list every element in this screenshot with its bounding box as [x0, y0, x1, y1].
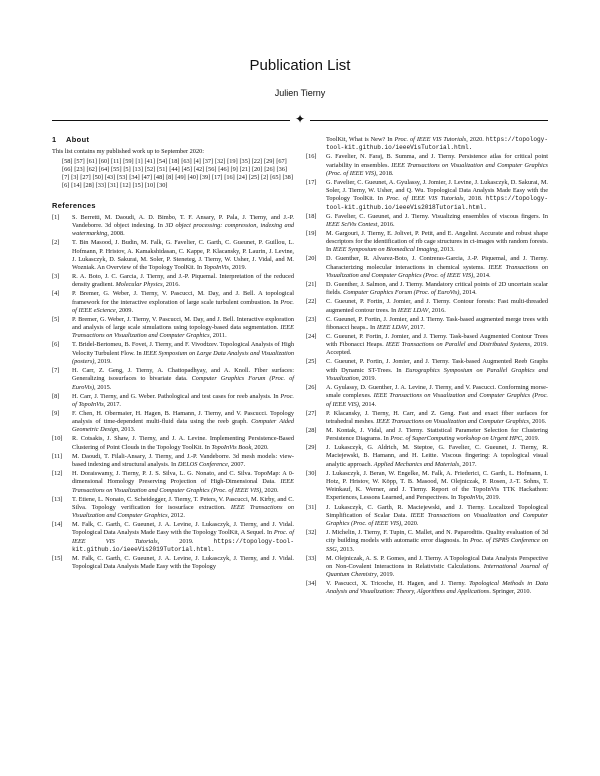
- reference-entry: [306, 179, 548, 212]
- reference-label: [24]: [306, 332, 317, 340]
- reference-entry: [52, 239, 294, 272]
- reference-year: , 2015.: [94, 383, 112, 391]
- reference-year: , 2013.: [118, 426, 136, 434]
- reference-label: [27]: [306, 409, 317, 417]
- reference-venue: IEEE Transactions on Visualization and Computer Graphics (Proc. of IEEE VIS): [326, 263, 549, 279]
- reference-entry: [52, 435, 294, 452]
- reference-venue: Applied Mechanics and Materials: [373, 460, 460, 468]
- reference-label: [32]: [306, 529, 317, 537]
- reference-authors-title: T. Etiene, L. Nonato, C. Scheidegger, J. Tierny, T. Peters, V. Pascucci, M. Kirby, and C. Silva. Topology verification for isosurface extraction.: [72, 495, 294, 511]
- reference-label: [306, 136, 326, 153]
- reference-venue: Proc. of IEEE VIS Tutorials: [72, 529, 294, 545]
- reference-venue: DELOS Conference: [177, 460, 228, 468]
- reference-authors-title: C. Gueunet, P. Fortin, J. Jomier, and J. Tierny. Task-based Augmented Reeb Graphs with Dynamic ST-Trees. In: [326, 358, 548, 374]
- reference-year: , 2019. Accepted.: [326, 341, 548, 357]
- reference-year: , 2009.: [115, 306, 134, 314]
- reference-text: [72, 435, 294, 452]
- reference-text: [326, 136, 548, 153]
- reference-authors-title: D. Guenther, J. Salmon, and J. Tierny. Mandatory critical points of 2D uncertain scalar fields.: [326, 281, 548, 297]
- reference-label: [15]: [52, 554, 63, 562]
- reference-year: , 2020.: [466, 136, 484, 143]
- reference-authors-title: H. Carr, J. Tierny, and G. Weber. Pathological and test cases for reeb analysis. In: [72, 392, 279, 400]
- reference-venue: IEEE LDAV: [376, 323, 408, 331]
- reference-entry: [52, 555, 294, 572]
- reference-label: [19]: [306, 229, 317, 237]
- reference-authors-title: P. Bremer, G. Weber, J. Tierny, V. Pascucci, M. Day, and J. Bell. A topological framework for the interactive exploration of large scale turbulent combustion. In: [72, 290, 294, 306]
- reference-label: [6]: [52, 341, 60, 349]
- reference-label: [29]: [306, 444, 317, 452]
- reference-label: [33]: [306, 554, 317, 562]
- reference-year: , 2014.: [473, 271, 491, 279]
- reference-authors-title: J. Lukasczyk, J. Beran, W. Engelke, M. Falk, A. Friederici, C. Garth, L. Hofmann, I. Hotz, P. Hristov, W. Köpp, T. B. Masood, M. Olejniczak, P. Rosen, J.-T. Sohns, T. Weinkauf, K. Werner, and J. Tierny. Report of the TopoInVis TTK Hackathon: Experiences, Lessons Learned, and Perspectives. In: [326, 469, 548, 502]
- reference-label: [1]: [52, 213, 60, 221]
- reference-text: [326, 213, 548, 230]
- reference-text: [72, 214, 294, 239]
- reference-text: [326, 529, 548, 554]
- reference-year: , 2016.: [377, 220, 395, 228]
- reference-entry: [52, 521, 294, 554]
- reference-venue: IEEE Transactions on Visualization and Computer Graphics (Proc. of IEEE VIS): [326, 511, 548, 527]
- reference-label: [10]: [52, 435, 63, 443]
- reference-venue: Topological Methods in Data Analysis and Visualization: Theory, Algorithms and Applications: [326, 580, 549, 596]
- reference-label: [25]: [306, 358, 317, 366]
- reference-authors-title: P. Bremer, G. Weber, J. Tierny, V. Pascucci, M. Day, and J. Bell. Interactive exploration and analysis of large scale simulations using topology-based data segmentation.: [72, 315, 294, 332]
- author-name: Julien Tierny: [274, 88, 326, 98]
- reference-venue: IEEE Transactions on Visualization and Computer Graphics: [72, 324, 294, 340]
- reference-year: , 2014.: [358, 400, 377, 408]
- divider-line-left: [52, 120, 290, 121]
- reference-label: [30]: [306, 469, 317, 477]
- reference-authors-title: C. Gueunet, P. Fortin, J. Jomier, and J. Tierny. Task-based augmented merge trees with fibonacci heaps.. In: [326, 315, 548, 331]
- reference-authors-title: T. Bridel-Bertomeu, B. Fovet, J. Tierny, and F. Vivodtzev. Topological Analysis of High Velocity Turbulent Flow. In: [72, 341, 294, 357]
- reference-year: , 2013.: [336, 545, 355, 553]
- reference-venue: IEEE Transactions on Visualization and Computer Graphics: [72, 503, 295, 520]
- reference-authors-title: H. Doraiswamy, J. Tierny, P. J. S. Silva, L. G. Nonato, and C. Silva. TopoMap: A 0-dimensional Homology Preserving Projection of High-Dimensional Data.: [72, 470, 294, 486]
- reference-text: [326, 384, 548, 409]
- reference-label: [11]: [52, 452, 63, 460]
- reference-venue: TopoInVis: [203, 264, 229, 272]
- reference-text: [326, 333, 548, 358]
- reference-text: [72, 273, 294, 290]
- reference-entry: [306, 410, 548, 427]
- reference-text: [72, 290, 294, 315]
- reference-label: [18]: [306, 212, 317, 220]
- reference-year: , 2020.: [251, 443, 269, 451]
- reference-label: [2]: [52, 239, 60, 247]
- reference-entry: [52, 410, 294, 435]
- reference-text: [72, 367, 294, 392]
- reference-entry: [306, 384, 548, 409]
- reference-authors-title: G. Favelier, C. Gueunet, and J. Tierny. Visualizing ensembles of viscous fingers. In: [326, 212, 548, 220]
- reference-venue: Eurographics Symposium on Parallel Graphics and Visualization: [326, 366, 548, 382]
- reference-venue: Computer Aided Geometric Design: [72, 418, 294, 434]
- reference-entry: [52, 496, 294, 521]
- reference-label: [23]: [306, 315, 317, 323]
- reference-year: , 2019.: [376, 571, 395, 579]
- reference-entry: [306, 529, 548, 554]
- reference-year: , 2014.: [459, 289, 477, 297]
- reference-entry: [52, 453, 294, 470]
- reference-entry: [306, 555, 548, 580]
- star-ornament-icon: ✦: [294, 112, 306, 126]
- reference-venue: International Journal of Quantum Chemistry: [326, 562, 548, 579]
- reference-entry: [52, 273, 294, 290]
- left-column: [52, 136, 294, 597]
- reference-year: , 2016.: [162, 281, 180, 289]
- reference-authors-title: D. Guenther, R. Alvarez-Boto, J. Contreras-Garcia, J.-P. Piquemal, and J. Tierny. Characterizing molecular interactions in chemical systems.: [326, 255, 548, 271]
- reference-text: [72, 470, 294, 495]
- reference-authors-title: V. Pascucci, X. Tricoche, H. Hagen, and J. Tierny.: [326, 580, 466, 588]
- reference-year: , 2016.: [428, 306, 446, 314]
- reference-entry: [306, 230, 548, 255]
- reference-authors-title: M. Falk, C. Garth, C. Gueunet, J. A. Levine, J. Lukasczyk, J. Tierny, and J. Vidal. Topological Data Analysis Made Easy with the Topology ToolKit, A Sequel. In: [72, 521, 294, 537]
- reference-entry: [306, 358, 548, 383]
- references-heading: References: [52, 200, 96, 210]
- reference-label: [5]: [52, 315, 60, 323]
- reference-authors-title: C. Gueunet, P. Fortin, J. Jomier, and J. Tierny. Contour forests: Fast multi-threaded augmented contour trees. In: [326, 298, 548, 314]
- about-section-number: 1: [52, 135, 57, 144]
- reference-text: [72, 410, 294, 435]
- reference-authors-title: M. Daoudi, T. Filali-Ansary, J. Tierny, and J.-P. Vandeborre. 3d mesh models: view-based indexing and structural analysis. In: [72, 452, 294, 468]
- reference-authors-title: S. Berretti, M. Daoudi, A. D. Bimbo, T. F. Ansary, P. Pala, J. Tierny, and J.-P. Vandeborre. 3d object indexing. In: [72, 213, 294, 229]
- reference-label: [17]: [306, 178, 317, 186]
- reference-label: [20]: [306, 255, 317, 263]
- reference-text: [326, 255, 548, 280]
- reference-year: , 2019.: [521, 435, 540, 443]
- reference-year: , 2016.: [528, 417, 547, 425]
- reference-text: [326, 153, 548, 178]
- reference-venue: IEEE Symposium on Large Data Analysis and Visualization (posters): [72, 349, 294, 365]
- reference-venue: Proc. of IEEE eScience: [72, 298, 294, 314]
- reference-entry: [52, 393, 294, 410]
- reference-label: [16]: [306, 153, 317, 161]
- reference-venue: TopoInVis Book: [211, 443, 252, 451]
- page-title: Publication List: [249, 57, 351, 74]
- reference-entry: [306, 504, 548, 529]
- reference-venue: IEEE Transactions on Visualization and Computer Graphics (Proc. of IEEE VIS): [326, 161, 548, 177]
- reference-label: [8]: [52, 392, 60, 400]
- reference-text: [326, 230, 548, 255]
- reference-entry: [306, 427, 548, 444]
- reference-entry: [52, 290, 294, 315]
- reference-entry: [306, 213, 548, 230]
- reference-entry: [306, 136, 548, 153]
- reference-authors-title: M. Olejniczak, A. S. P. Gomes, and J. Tierny. A Topological Data Analysis Perspective on Non-Covalent Interactions in Relativistic Calculations.: [326, 554, 548, 570]
- reference-venue: IEEE SciVis Contest: [326, 220, 378, 228]
- about-section-title: About: [66, 135, 90, 144]
- reference-venue: Proc. of IEEE VIS Tutorials: [394, 136, 467, 143]
- reference-year: , 2012.: [167, 512, 185, 520]
- reference-authors-title: J. Michelin, J. Tierny, F. Tupin, C. Mallet, and N. Paparoditis. Quality evaluation of 3d city building models with automatic error diagnosis. In: [326, 529, 548, 545]
- divider-line-right: [310, 120, 548, 121]
- reference-authors-title: J. Lukasczyk, G. Aldrich, M. Steptoe, G. Favelier, C. Gueunet, J. Tierny, R. Maciejewski, B. Hamann, and H. Leitte. Viscous fingering: A topological visual analytic approach.: [326, 444, 548, 468]
- right-column: [306, 136, 548, 597]
- reference-venue: IEEE LDAV: [397, 306, 429, 314]
- reference-label: [28]: [306, 426, 317, 434]
- reference-entry: [52, 341, 294, 366]
- reference-year: , 2019.: [228, 264, 247, 272]
- reference-entry: [306, 281, 548, 298]
- reference-label: [31]: [306, 503, 317, 511]
- reference-venue: IEEE Transactions on Visualization and Computer Graphics: [376, 417, 529, 425]
- reference-url-link[interactable]: https://topology-tool-kit.github.io/ieeeVisTutorial.html.: [326, 136, 548, 152]
- reference-label: [21]: [306, 281, 317, 289]
- reference-venue: Computer Graphics Forum (Proc. of EuroVis): [72, 375, 295, 391]
- reference-year: , 2017.: [459, 460, 477, 468]
- reference-venue: IEEE Symposium on Biomedical Imaging: [332, 246, 438, 254]
- reference-venue: IEEE Transactions on Parallel and Distributed Systems: [385, 341, 531, 349]
- reference-text: [326, 179, 548, 212]
- reference-venue: Proc. of IEEE VIS Tutorials: [386, 195, 464, 203]
- reference-year: , 2018.: [376, 169, 394, 177]
- reference-venue: Proc. of TopoInVis: [72, 392, 294, 408]
- reference-authors-title: R. Cotsakis, J. Shaw, J. Tierny, and J. A. Levine. Implementing Persistence-Based Clustering of Point Clouds in the Topology ToolKit. In: [72, 435, 294, 451]
- reference-label: [9]: [52, 409, 60, 417]
- reference-year: , 2019.: [157, 537, 194, 545]
- reference-entry: [306, 333, 548, 358]
- reference-year: , 2019.: [358, 374, 377, 382]
- reference-year: , 2020.: [401, 520, 419, 527]
- reference-year: , 2019.: [94, 357, 112, 365]
- references-list-left: [52, 214, 294, 572]
- reference-entry: [306, 444, 548, 469]
- reference-entry: [306, 470, 548, 503]
- reference-entry: [52, 470, 294, 495]
- title-divider: [52, 114, 548, 126]
- reference-venue: Proc. of ISPRS Conference on SSG: [326, 537, 548, 553]
- reference-entry: [306, 153, 548, 178]
- reference-entry: [52, 367, 294, 392]
- reference-authors-title: G. Favelier, C. Gueunet, A. Gyulassy, J. Jomier, J. Levine, J. Lukasczyk, D. Sakurai, M. Soler, J. Tierny, W. Usher, and Q. Wu. Topological Data Analysis Made Easy with the Topology ToolKit. In: [326, 178, 548, 203]
- reference-text: [326, 358, 548, 383]
- reference-authors-title: G. Favelier, N. Faraj, B. Summa, and J. Tierny. Persistence atlas for critical point variability in ensembles.: [326, 153, 548, 169]
- reference-entry: [52, 316, 294, 341]
- reference-url-link[interactable]: https://topology-tool-kit.github.io/ieeeVis2018Tutorial.html.: [326, 195, 548, 211]
- reference-text: [72, 393, 294, 410]
- reference-venue: Molecular Physics: [115, 281, 163, 289]
- reference-text: [326, 281, 548, 298]
- reference-label: [22]: [306, 298, 317, 306]
- reference-authors-title: F. Chen, H. Obermaier, H. Hagen, B. Hamann, J. Tierny, and V. Pascucci. Topology analysis of time-dependent multi-fluid data using the reeb graph.: [72, 409, 294, 426]
- reference-text: [326, 427, 548, 444]
- reference-authors-title: A. Gyulassy, D. Guenther, J. A. Levine, J. Tierny, and V. Pascucci. Conforming morse-smale complexes.: [326, 384, 548, 400]
- reference-label: [12]: [52, 470, 63, 478]
- reference-url-link[interactable]: https://topology-tool-kit.github.io/ieeeVis2019Tutorial.html.: [72, 537, 294, 553]
- reference-text: [72, 555, 294, 572]
- reference-year: , 2020.: [261, 486, 279, 494]
- reference-label: [26]: [306, 384, 317, 392]
- reference-text: [72, 316, 294, 341]
- reference-text: [72, 453, 294, 470]
- reference-year: , 2013.: [437, 246, 455, 254]
- reference-year: , 2011.: [209, 332, 227, 340]
- reference-authors-title: M. Gargouri, J. Tierny, E. Jolivet, P. Petit, and E. Angelini. Accurate and robust shape descriptors for the identification of rib cage structures in ct-images with random forests. In: [326, 229, 548, 254]
- reference-authors-title: H. Carr, Z. Geng, J. Tierny, A. Chattopadhyay, and A. Knoll. Fiber surfaces: Generalizing isosurfaces to bivariate data.: [72, 367, 294, 383]
- reference-text: [326, 470, 548, 503]
- about-heading: [52, 136, 294, 144]
- reference-text: [72, 341, 294, 366]
- about-text: This list contains my published work up to September 2020:: [52, 148, 204, 156]
- reference-year: , 2017.: [103, 400, 121, 408]
- reference-text: [326, 580, 548, 597]
- reference-text: [326, 316, 548, 333]
- reference-venue: 3D object processing: compression, indexing and watermarking: [72, 222, 295, 238]
- reference-authors-title: P. Klacansky, J. Tierny, H. Carr, and Z. Geng. Fast and exact fiber surfaces for tetrahedral meshes.: [326, 409, 548, 425]
- reference-label: [13]: [52, 495, 63, 503]
- reference-venue: Computer Graphics Forum (Proc. of EuroVis): [343, 289, 460, 297]
- reference-year: . Springer, 2010.: [489, 588, 532, 596]
- citation-order-list: [58] [57] [61] [60] [11] [59] [1] [41] [54] [18] [63] [4] [37] [32] [19] [35] [22] [29] [67] [66] [23] [62] [64] [55] [5] [13] [52] [51] [44] [45] [42] [56] [46] [9] [21] [20] [26] [36] [7] [3] [27] [50] [43] [53] [34] [47] [48] [8] [49] [40] [39] [17] [16] [24] [25] [2] [65] [38] [6] [14] [28] [33] [31] [12] [15] [10] [30]: [62, 157, 293, 190]
- reference-text: [326, 410, 548, 427]
- reference-label: [3]: [52, 273, 60, 281]
- reference-text: [326, 504, 548, 529]
- reference-year: , 2008.: [107, 230, 125, 238]
- reference-authors-title: R. A. Boto, J. C. Garcia, J. Tierny, and J.-P. Piquemal. Interpretation of the reduced density gradient.: [72, 273, 294, 289]
- reference-text: [326, 444, 548, 469]
- reference-authors-title: M. Falk, C. Garth, C. Gueunet, J. A. Levine, J. Lukasczyk, J. Tierny, and J. Vidal. Topological Data Analysis Made Easy with the Topology: [72, 554, 294, 571]
- reference-year: , 2017.: [407, 323, 425, 331]
- reference-label: [7]: [52, 367, 60, 375]
- reference-text: [326, 555, 548, 580]
- reference-entry: [52, 214, 294, 239]
- reference-text: [72, 496, 294, 521]
- reference-text: [72, 521, 294, 554]
- reference-label: [14]: [52, 521, 63, 529]
- reference-venue: TopoInVis: [457, 494, 483, 502]
- reference-authors-title: C. Gueunet, P. Fortin, J. Jomier, and J. Tierny. Task-based Augmented Contour Trees with Fibonacci Heaps.: [326, 332, 548, 349]
- reference-entry: [306, 580, 548, 597]
- reference-year: , 2019.: [482, 494, 501, 502]
- references-list-right: [306, 136, 548, 597]
- reference-authors-title: M. Kontak, J. Vidal, and J. Tierny. Statistical Parameter Selection for Clustering Persistence Diagrams. In: [326, 426, 548, 443]
- reference-entry: [306, 255, 548, 280]
- reference-authors-title: J. Lukasczyk, C. Garth, R. Maciejewski, and J. Tierny. Localized Topological Simplification of Scalar Data.: [326, 503, 548, 519]
- reference-text: [326, 298, 548, 315]
- reference-label: [4]: [52, 290, 60, 298]
- reference-entry: [306, 298, 548, 315]
- reference-year: , 2007.: [227, 460, 246, 468]
- reference-authors-title: T. Bin Masood, J. Budin, M. Falk, G. Favelier, C. Garth, C. Gueunet, P. Guillou, L. Hofmann, P. Hristov, A. Kamakshidasan, C. Kappe, P. Klacansky, P. Laurin, J. Levine, J. Lukasczyk, D. Sakurai, M. Soler, P. Steneteg, J. Tierny, W. Usher, J. Vidal, and M. Wozniak. An Overview of the Topology ToolKit. In: [72, 239, 294, 272]
- reference-authors-title: ToolKit, What is New? In: [326, 136, 393, 143]
- reference-venue: IEEE Transactions on Visualization and Computer Graphics (Proc. of IEEE VIS): [72, 478, 294, 494]
- reference-year: , 2018.: [463, 195, 483, 203]
- reference-text: [72, 239, 294, 272]
- reference-venue: IEEE Transactions on Visualization and Computer Graphics (Proc. of IEEE VIS): [326, 392, 548, 408]
- reference-venue: Proc. of SuperComputing workshop on Urgent HPC: [390, 435, 522, 443]
- two-column-body: [52, 136, 548, 597]
- reference-entry: [306, 316, 548, 333]
- reference-label: [34]: [306, 580, 317, 588]
